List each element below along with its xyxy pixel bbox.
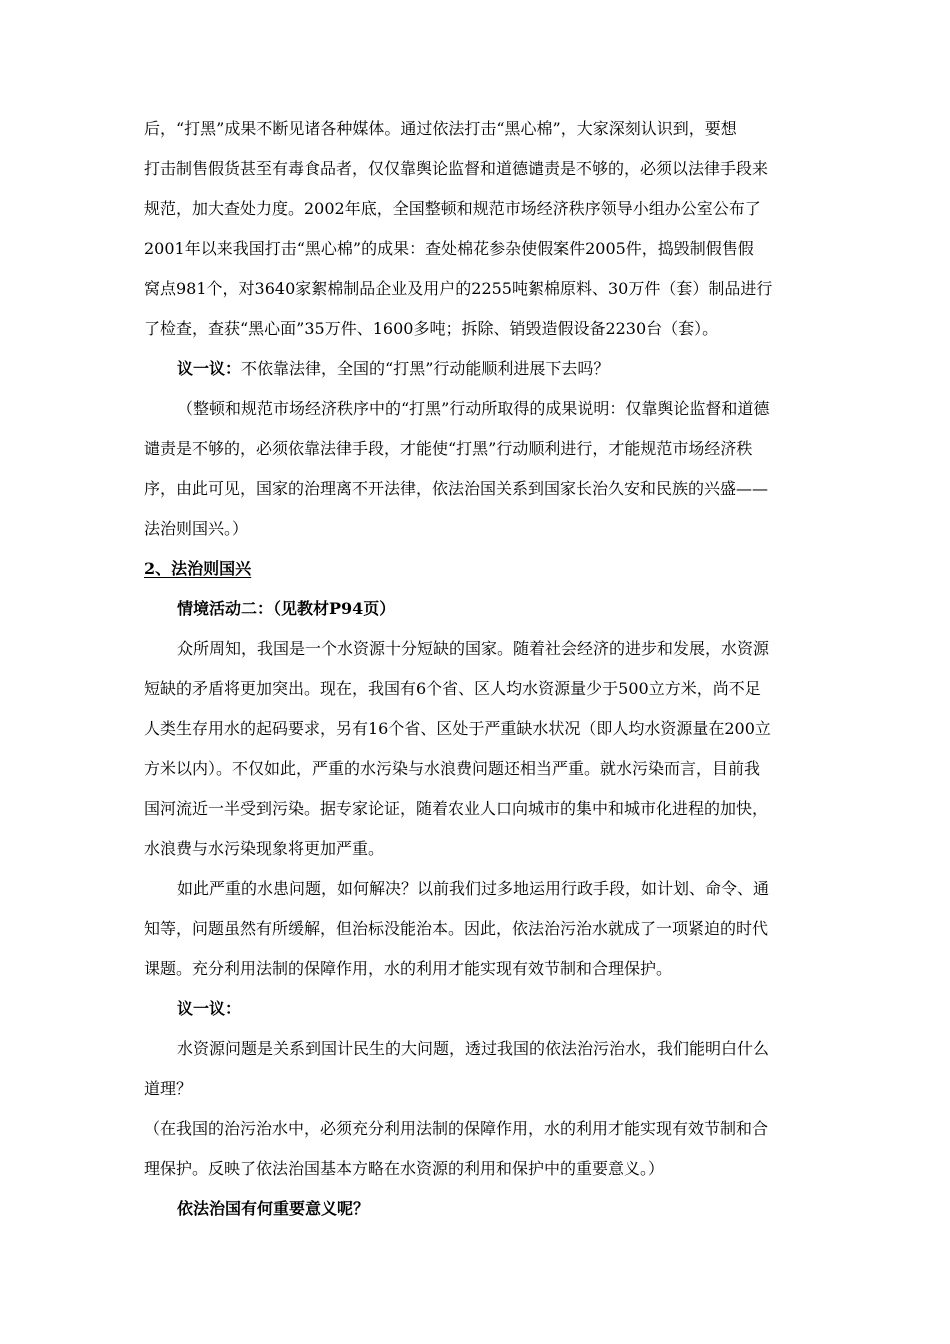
paragraph-line: 如此严重的水患问题，如何解决？以前我们过多地运用行政手段，如计划、命令、通 bbox=[177, 879, 770, 898]
answer-line: 谴责是不够的，必须依靠法律手段，才能使“打黑”行动顺利进行，才能规范市场经济秩 bbox=[144, 439, 753, 458]
answer-line: 序，由此可见，国家的治理离不开法律，依法治国关系到国家长治久安和民族的兴盛—— bbox=[144, 479, 769, 498]
paragraph-line: 众所周知，我国是一个水资源十分短缺的国家。随着社会经济的进步和发展，水资源 bbox=[177, 639, 770, 658]
paragraph-line: 道理？ bbox=[144, 1079, 193, 1098]
paragraph-line: 课题。充分利用法制的保障作用，水的利用才能实现有效节制和合理保护。 bbox=[144, 959, 673, 978]
paragraph-line: 了检查，查获“黑心面”35万件、1600多吨；拆除、销毁造假设备2230台（套）。 bbox=[144, 319, 719, 338]
paragraph-line: 水浪费与水污染现象将更加严重。 bbox=[144, 839, 385, 858]
discussion-heading: 议一议： bbox=[177, 999, 242, 1018]
answer-line: （整顿和规范市场经济秩序中的“打黑”行动所取得的成果说明：仅靠舆论监督和道德 bbox=[177, 399, 770, 418]
paragraph-line: 水资源问题是关系到国计民生的大问题，透过我国的依法治污治水，我们能明白什么 bbox=[177, 1039, 770, 1058]
answer-line: （在我国的治污治水中，必须充分利用法制的保障作用，水的利用才能实现有效节制和合 bbox=[144, 1119, 769, 1138]
discussion-label: 议一议： bbox=[177, 359, 242, 378]
paragraph-line: 规范，加大查处力度。2002年底，全国整顿和规范市场经济秩序领导小组办公室公布了 bbox=[144, 199, 761, 218]
section-heading: 2、法治则国兴 bbox=[144, 559, 252, 578]
paragraph-line: 短缺的矛盾将更加突出。现在，我国有6个省、区人均水资源量少于500立方米，尚不足 bbox=[144, 679, 761, 698]
discussion-question bbox=[177, 359, 609, 379]
paragraph-line: 国河流近一半受到污染。据专家论证，随着农业人口向城市的集中和城市化进程的加快， bbox=[144, 799, 769, 818]
paragraph-line: 窝点981个，对3640家絮棉制品企业及用户的2255吨絮棉原料、30万件（套）制品进行 bbox=[144, 279, 773, 298]
answer-line: 法治则国兴。） bbox=[144, 519, 249, 538]
paragraph-line: 打击制售假货甚至有毒食品者，仅仅靠舆论监督和道德谴责是不够的，必须以法律手段来 bbox=[144, 159, 769, 178]
answer-line: 理保护。反映了依法治国基本方略在水资源的利用和保护中的重要意义。） bbox=[144, 1159, 665, 1178]
paragraph-line: 人类生存用水的起码要求，另有16个省、区处于严重缺水状况（即人均水资源量在200立 bbox=[144, 719, 771, 738]
activity-title: 情境活动二：（见教材P94页） bbox=[177, 599, 396, 618]
paragraph-line: 方米以内）。不仅如此，严重的水污染与水浪费问题还相当严重。就水污染而言，目前我 bbox=[144, 759, 761, 778]
closing-question: 依法治国有何重要意义呢？ bbox=[177, 1199, 370, 1218]
paragraph-line: 2001年以来我国打击“黑心棉”的成果：查处棉花参杂使假案件2005件，捣毁制假售假 bbox=[144, 239, 754, 258]
discussion-question-text: 不依靠法律，全国的“打黑”行动能顺利进展下去吗？ bbox=[241, 359, 610, 378]
paragraph-line: 后，“打黑”成果不断见诸各种媒体。通过依法打击“黑心棉”，大家深刻认识到，要想 bbox=[144, 119, 737, 138]
paragraph-line: 知等，问题虽然有所缓解，但治标没能治本。因此，依法治污治水就成了一项紧迫的时代 bbox=[144, 919, 769, 938]
